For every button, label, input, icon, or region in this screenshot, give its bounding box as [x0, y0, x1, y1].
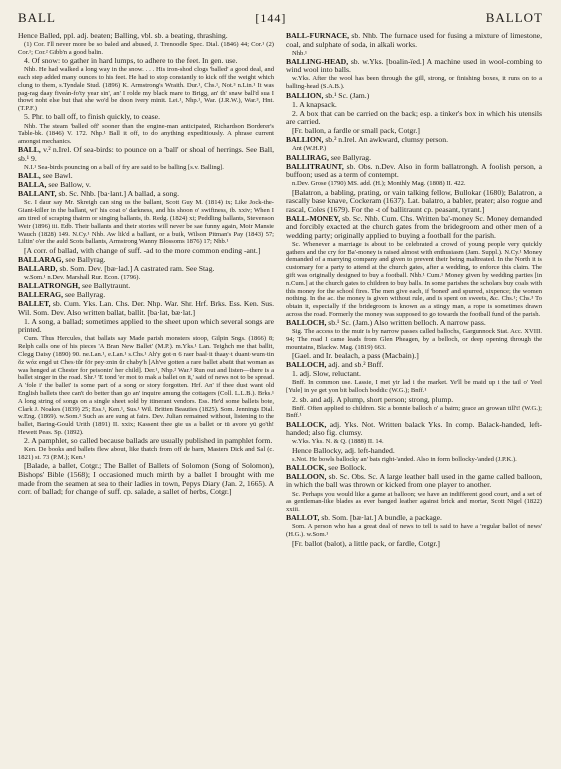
headword: BALLION,	[286, 90, 324, 100]
sense-paragraph: [A corr. of ballad, with change of suff. -ad to the more common ending -ant.]	[24, 245, 261, 255]
entry-paragraph: Hence Balled, ppl. adj. beaten; Balling, vbl. sb. a beating, thrashing.	[18, 31, 228, 40]
entry-paragraph: BALL, v.² n.Irel. Of sea-birds: to pounce on a 'ball' or shoal of herrings. See Ball, sb.¹ 9.	[18, 145, 274, 163]
page-number: [144]	[255, 11, 287, 25]
headword: BALLITRAUNT,	[286, 161, 344, 171]
entry-paragraph: BALL, see Bawl.	[18, 171, 73, 181]
sense-paragraph: 2. A box that can be carried on the back; esp. a tinker's box in which his utensils are carried.	[286, 108, 542, 127]
sense-paragraph: 2. A pamphlet, so called because ballads are usually published in pamphlet form.	[24, 436, 273, 446]
headword: BALL,	[18, 145, 41, 155]
header-right-word: BALLOT	[485, 10, 543, 25]
headword: BALLERAG,	[18, 290, 64, 300]
left-column	[18, 32, 274, 549]
sense-paragraph: 2. sb. and adj. A plump, short person; strong, plump.	[292, 394, 454, 404]
sense-paragraph: Hence Ballocky, adj. left-handed.	[292, 445, 395, 455]
headword: BALLOT,	[286, 513, 320, 523]
headword: BALL,	[18, 171, 41, 181]
citation-paragraph: Sig. The access to the muir is by narrow passes called ballochs, Gargunnock Stat. Acc. XVIII. 94; The road I came leads from Glen Pheagen, by a belloch, or deep opening through the mountains, Blackw. Mag. (1819) 663.	[286, 328, 542, 351]
citation-paragraph: N.I.¹ Sea-birds pouncing on a ball of fry are said to be balling [s.v. Balling].	[24, 164, 224, 171]
citation-paragraph: Bnff. Often applied to children. Sic a bonnie balloch o' a bairn; grace an growan till't! (W.G.); Bnff.¹	[286, 404, 542, 420]
entry-paragraph: BALLION, sb.¹ Sc. (Jam.)	[286, 90, 370, 100]
sense-paragraph: [Fr. ballot (balot), a little pack, or fardle, Cotgr.]	[292, 538, 440, 548]
entry-paragraph: BALLOCK, adj. Yks. Not. Written balack Yks. In comp. Balack-handed, left-handed; also fig. clumsy.	[286, 419, 542, 438]
entry-paragraph: BALLARAG, see Ballyrag.	[18, 254, 106, 264]
headword: BALLOCK,	[286, 462, 327, 472]
entry-paragraph: BALLATRONGH, see Ballytraunt.	[18, 281, 131, 291]
entry-paragraph: BALLANT, sb. Sc. Nhb. [ba·lant.] A ballad, a song.	[18, 189, 180, 199]
headword: BALL-MONEY,	[286, 213, 341, 223]
headword: BALLIRAG,	[286, 152, 329, 162]
entry-paragraph: BALLARD, sb. Som. Dev. [bæ·lad.] A castrated ram. See Stag.	[18, 263, 215, 273]
entry-paragraph: BALLIRAG, see Ballyrag.	[286, 152, 371, 162]
sense-paragraph: [Balatron, a babling, prating, or vain talking fellow, Bullokar (1680); Balatron, a rascally base knave, Cockeram (1637). Lat. balatro, a babler, prater; also rogue and rascal, Coles (1679). For the -t of ballitraunt cp. peasant, tyrant.]	[286, 187, 542, 214]
entry-paragraph: BALLOT, sb. Som. [bæ·lat.] A bundle, a package.	[286, 513, 442, 523]
entry-paragraph: BALLA, see Ballow, v.	[18, 180, 91, 190]
entry-paragraph: BALLOCH, adj. and sb.² Bnff.	[286, 360, 384, 370]
citation-paragraph: w.Yks. After the wool has been through the gill, strong, or finishing boxes, it runs on to a balling-head (S.A.B.).	[286, 75, 542, 91]
sense-paragraph: [Fr. ballon, a fardle or small pack, Cotgr.]	[292, 126, 420, 136]
citation-paragraph: Sc. Whenever a marriage is about to be celebrated a crowd of young people very quickly gathers and the cry for Ba'-money is raised almost with enthusiasm (Jam. Suppl.). N.Cy.¹ Money demanded of a marrying company and given to prevent their being maltreated. In the North it is customary for a party to attend at the church gates, after a wedding, to enforce this claim. The gift was originally designed to buy a football. Nhb.¹ Cum.¹ Money given by wedding parties [in n.Cum.] at the church gates to children to buy balls. In some parishes the scholars buy coals with this money for the school fires. The men give each, if 'boned' and spurred, sixpence; the women nothing. In the ac. the money is given without rule, and is spent on sweets, &c. Chs.¹; Chs.³ To obtain it, especially if the bridegroom is known as a stingy man, a rope is sometimes drawn across the road. Formerly the money was supposed to go towards the football fund of the parish.	[286, 240, 542, 319]
headword: BALLION,	[286, 135, 324, 145]
citation-paragraph: Ant (W.H.P.)	[292, 145, 327, 153]
citation-paragraph: (1) Cor. I'll never more be so baled and abused, J. Trenoodle Spec. Dial. (1846) 44; Cor.¹ (2) Cor.¹; Cor.² Gibb'n a good balin.	[18, 41, 274, 56]
headword: BALLOCH,	[286, 360, 327, 370]
citation-paragraph: w.Som.¹ n.Dev. Marshall Rur. Econ. (1796).	[24, 273, 141, 281]
entry-paragraph: BALLET, sb. Cum. Yks. Lan. Chs. Der. Nhp. War. Shr. Hrf. Brks. Ess. Ken. Sus. Wil. Som. Dev. Also written ballat, ballit. [ba·lat, bæ·lat.]	[18, 299, 274, 317]
headword: BALLATRONGH,	[18, 281, 81, 291]
two-column-body	[18, 32, 543, 549]
citation-paragraph: s.Not. He bowls ballocky an' bats right-'anded. Also in form bollocky-'anded (J.P.K.).	[292, 455, 517, 463]
entry-paragraph: BALL-MONEY, sb. Sc. Nhb. Cum. Chs. Written ba'-money Sc. Money demanded and forcibly exacted at the church gates from the bridegroom and other men of a wedding party; originally applied to buying a football for the parish.	[286, 213, 542, 240]
citation-paragraph: Som. A person who has a great deal of news to tell is said to have a 'regular ballot of news' (H.G.). w.Som.¹	[286, 523, 542, 539]
entry-paragraph: BALL-FURNACE, sb. Nhb. The furnace used for fusing a mixture of limestone, coal, and sulphate of soda, in alkali works.	[286, 31, 542, 49]
citation-paragraph: Ken. De books and ballets flew about, like thatch from off de barn, Masters Dick and Sal (c. 1821) st. 73 (P.M.); Ken.¹	[18, 446, 274, 462]
sense-paragraph: 1. adj. Slow, reluctant.	[292, 369, 361, 379]
header-left-word: BALL	[18, 10, 56, 25]
citation-paragraph: w.Yks. Yks. N. & Q. (1888) II. 14.	[292, 438, 384, 446]
sense-paragraph: [Balade, a ballet, Cotgr.; The Ballet of Ballets of Solomon (Song of Solomon), Bishops' Bible (1568); I occasioned much mirth by a ballet I brought with me made from the seamen at sea to their ladies in town, Pepys Diary (Jan. 2, 1665). A corr. of ballad; for change of suff. cp. salade, a sallet of herbs, Cotgr.]	[18, 461, 274, 497]
sense-paragraph: [Gael. and Ir. bealach, a pass (Macbain).]	[292, 351, 419, 361]
headword: BALLING-HEAD,	[286, 56, 349, 66]
citation-paragraph: Sc. Perhaps you would like a game at balloon; we have an indifferent good court, and a set of as gentleman-like blades as ever banged leather against brick and mortar, Scott Nigel (1822) xxiii.	[286, 490, 542, 514]
citation-paragraph: Nhb. He had walked a long way in the snow. . . . His iron-shod clogs 'balled' a good deal, and each step added many ounces to his feet. He had to stop constantly to kick off the weight which clung to them, s.Tyndale Stud. (1896) K. Armstrong's Wraith. Dur.¹, Chs.¹, Not.³ n.Lin.¹ It was pag-rag daay fiveán-fo'ty year sin', an' I rolde my black mare to Brigg, an' th' snaw ball'd sua I thowt noht else but that she wo'd be doon ivery minit. Lei.¹, Nhp.¹, War. (J.R.W.), War.³, Hnt. (T.P.F.)	[18, 66, 274, 113]
citation-paragraph: Nhb.¹	[292, 49, 307, 57]
sense-paragraph: 1. A song, a ballad; sometimes applied to the sheet upon which several songs are printed.	[18, 316, 274, 335]
citation-paragraph: Sc. I daur say Mr. Skreigh can sing us the ballant, Scott Guy M. (1814) ix; Like Jock-the-Giant-killer in the ballant, wi' his coat o' darkness, and his shoon o' swiftness, ib. xxiv; When I am tired of scraping thairm or singing ballants, ib. Redg. (1824) xi; Peddling ballants, Stevenson Weir (1896) iii. Edb. Their ballants and their stories will never be sae funny again, Moir Mansie Wauch (1828) 149. N.Cy.¹ Nhb. Aw lik'd a ballant, or a buik, Wilson Pitman's Pay (1843) 57; Liltin' o'er the auld Scots ballants, Armstrong Wanny Blossoms 1876) 17; Nhb.¹	[18, 199, 274, 246]
entry-paragraph: BALLOON, sb. Sc. Obs. Sc. A large leather ball used in the game called balloon, in which the ball was thrown or kicked from one player to another.	[286, 471, 542, 490]
headword: BALLOON,	[286, 471, 327, 481]
sense-paragraph: 4. Of snow: to gather in hard lumps, to adhere to the feet. In gen. use.	[24, 56, 238, 66]
right-column	[286, 32, 542, 549]
running-head	[18, 10, 543, 30]
sense-paragraph: 1. A knapsack.	[292, 99, 337, 109]
headword: BALL-FURNACE,	[286, 31, 349, 40]
headword: BALLOCK,	[286, 419, 327, 429]
headword: BALLANT,	[18, 189, 57, 199]
entry-paragraph: BALLING-HEAD, sb. w.Yks. [boalin-ïed.] A machine used in wool-combing to wind wool into balls.	[286, 56, 542, 75]
citation-paragraph: Cum. Thus Hercules, that ballats say Made parish monsters stoop, Gilpin Sngs. (1866) 8; Relph calls one of his pieces 'A Bran New Ballet' (M.P.). m.Yks.¹ Lan. Teighch me that ballit, Clegg Daisy (1890) 90. ne.Lan.¹, e.Lan.¹ s.Chs.¹ Ah'y got·n 6 raer baal·it thaay·t duant·wum·tin ŏz wóz engd ut Ches·tŭr för pey·znin ŭr chaby'h [Ah've gotten a rare ballet abaüt that woman as was henged at Chester for peisonin' her child]. Der.¹, Nhp.² War.³ Run out and listen—there is a ballet singer in the road. Shr.¹ 'E tond 'er mot to mak a ballet on it,' said of news not to be spread. A 'fole i' the ballet' is some part of a song or story forgotten. Hrf. An' if thee dust want old English ballets thee can't do better than go an' inquire amung the cottagers (Coll. L.L.B.). Brks.¹ A long string of songs on a single sheet sold by itinerant vendors. Ess. He'd some ballets bote, Clark J. Noakes (1839) 25; Ess.¹, Ken.¹, Sus.¹ Wil. Britten Beauties (1825). Som. Jennings Dial. w.Eng. (1869). w.Som.¹ Such as are sung at fairs. Dev. Julian remained without, listening to the ballet, Baring-Gould Urith (1891) II. xxix; Kassent thee gie us a ballet or tü avore yū go'th! Hewett Peas. Sp. (1892).	[18, 335, 274, 436]
entry-paragraph: BALLERAG, see Ballyrag.	[18, 290, 106, 300]
headword: BALLA,	[18, 180, 47, 190]
headword: BALLARAG,	[18, 254, 64, 264]
citation-paragraph: Nhb. The steam 'balled off' sooner than the engine-man anticipated, Richardson Borderer's Table-bk. (1846) V. 172. Nhp.¹ Ball it off, to do anything expeditiously. A phrase current amongst mechanics.	[18, 122, 274, 146]
citation-paragraph: Bnff. In common use. Lassie, I met yir lad i the market. Ye'll be maid up i the tail o' Yeel [Yule] in ye get yon bit balloch boddic (W.G.); Bnff.¹	[286, 379, 542, 395]
entry-paragraph: BALLITRAUNT, sb. Obs. n.Dev. Also in form ballatrongh. A foolish person, a buffoon; used as a term of contempt.	[286, 161, 542, 180]
sense-paragraph: 5. Phr. to ball off, to finish quickly, to cease.	[24, 112, 161, 122]
headword: BALLOCH,	[286, 318, 327, 328]
entry-paragraph: BALLION, sb.² n.Irel. An awkward, clumsy person.	[286, 135, 449, 145]
headword: BALLARD,	[18, 263, 58, 273]
entry-paragraph: BALLOCK, see Bollock.	[286, 462, 367, 472]
citation-paragraph: n.Dev. Grose (1790) MS. add. (H.); Monthly Mag. (1808) II. 422.	[292, 180, 466, 188]
entry-paragraph: BALLOCH, sb.¹ Sc. (Jam.) Also written belloch. A narrow pass.	[286, 318, 486, 328]
headword: BALLET,	[18, 299, 51, 309]
